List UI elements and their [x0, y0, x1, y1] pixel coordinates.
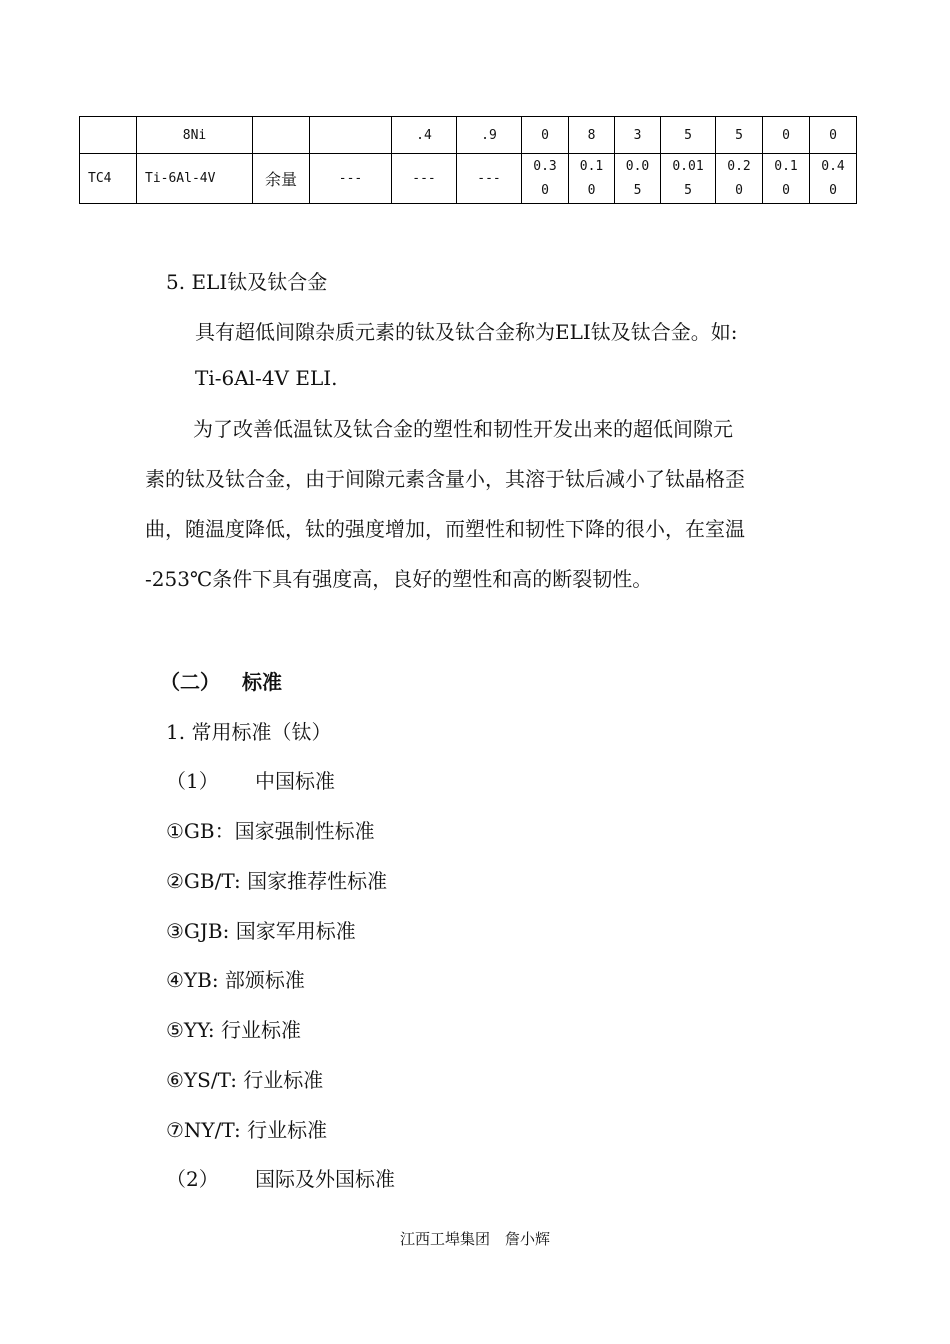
- section-title: 标准: [242, 670, 282, 694]
- table-cell: .4: [392, 117, 457, 154]
- cell-line: 0.01: [672, 158, 704, 174]
- paragraph-line: 素的钛及钛合金，由于间隙元素含量小，其溶于钛后减小了钛晶格歪: [145, 467, 745, 491]
- table-cell: TC4: [80, 154, 137, 204]
- cell-line: 0.4: [821, 158, 845, 174]
- composition-table: [79, 116, 857, 204]
- table-cell: .9: [457, 117, 522, 154]
- cell-line: 5: [633, 182, 642, 198]
- table-cell: [661, 154, 716, 204]
- cell-line: 0.0: [625, 158, 650, 174]
- cell-line: 0: [587, 182, 596, 198]
- paragraph: [145, 404, 810, 604]
- section-number: （二）: [160, 670, 220, 694]
- table-cell: 8Ni: [137, 117, 253, 154]
- cell-line: 0: [735, 182, 743, 198]
- table-cell: Ti-6Al-4V: [137, 154, 253, 204]
- page-footer: 江西工埠集团 詹小辉: [399, 1230, 550, 1248]
- subsection-number: （2）: [166, 1167, 219, 1191]
- paragraph-line: Ti-6Al-4V ELI.: [195, 366, 338, 390]
- table-cell: [569, 154, 615, 204]
- table-cell: 0: [763, 117, 810, 154]
- cell-line: 0.1: [774, 158, 798, 174]
- cell-line: 0: [541, 182, 549, 198]
- paragraph-line: 曲，随温度降低，钛的强度增加，而塑性和韧性下降的很小，在室温: [145, 517, 745, 541]
- cell-line: 0.3: [533, 158, 557, 174]
- cell-line: 5: [684, 182, 692, 198]
- table-cell: 8: [569, 117, 615, 154]
- table-cell: ---: [457, 154, 522, 204]
- table-cell: [80, 117, 137, 154]
- table-cell: 5: [716, 117, 763, 154]
- subsection-heading: 1. 常用标准（钛）: [166, 720, 332, 744]
- paragraph-line: 为了改善低温钛及钛合金的塑性和韧性开发出来的超低间隙元: [193, 417, 733, 441]
- list-item: ④YB: 部颁标准: [166, 968, 305, 992]
- table-row: [80, 154, 857, 204]
- list-item: ②GB/T: 国家推荐性标准: [166, 869, 388, 893]
- paragraph-line: 具有超低间隙杂质元素的钛及钛合金称为ELI钛及钛合金。如:: [195, 320, 738, 344]
- table-row: [80, 117, 857, 154]
- table-cell: [522, 154, 569, 204]
- table-cell: ---: [392, 154, 457, 204]
- subsection-title: 国际及外国标准: [255, 1167, 395, 1191]
- subsection-title: 中国标准: [255, 769, 335, 793]
- table-cell: [310, 117, 392, 154]
- cell-line: 0.1: [579, 158, 604, 174]
- list-item: ③GJB: 国家军用标准: [166, 919, 356, 943]
- section-heading: 5. ELI钛及钛合金: [166, 270, 328, 294]
- table-cell: [615, 154, 661, 204]
- table-cell: 5: [661, 117, 716, 154]
- table-cell: 余量: [253, 154, 310, 204]
- cell-line: 0: [829, 182, 837, 198]
- cell-line: 0: [782, 182, 790, 198]
- paragraph-line: -253℃条件下具有强度高，良好的塑性和高的断裂韧性。: [145, 567, 653, 591]
- table-cell: 0: [810, 117, 857, 154]
- table-cell: [763, 154, 810, 204]
- list-item: ⑤YY: 行业标准: [166, 1018, 301, 1042]
- table-cell: 3: [615, 117, 661, 154]
- table-cell: [810, 154, 857, 204]
- table-cell: [716, 154, 763, 204]
- list-item: ①GB：国家强制性标准: [166, 819, 375, 843]
- table-cell: 0: [522, 117, 569, 154]
- subsection-number: （1）: [166, 769, 219, 793]
- list-item: ⑦NY/T: 行业标准: [166, 1118, 328, 1142]
- table-cell: [253, 117, 310, 154]
- table-cell: ---: [310, 154, 392, 204]
- cell-line: 0.2: [727, 158, 751, 174]
- list-item: ⑥YS/T: 行业标准: [166, 1068, 324, 1092]
